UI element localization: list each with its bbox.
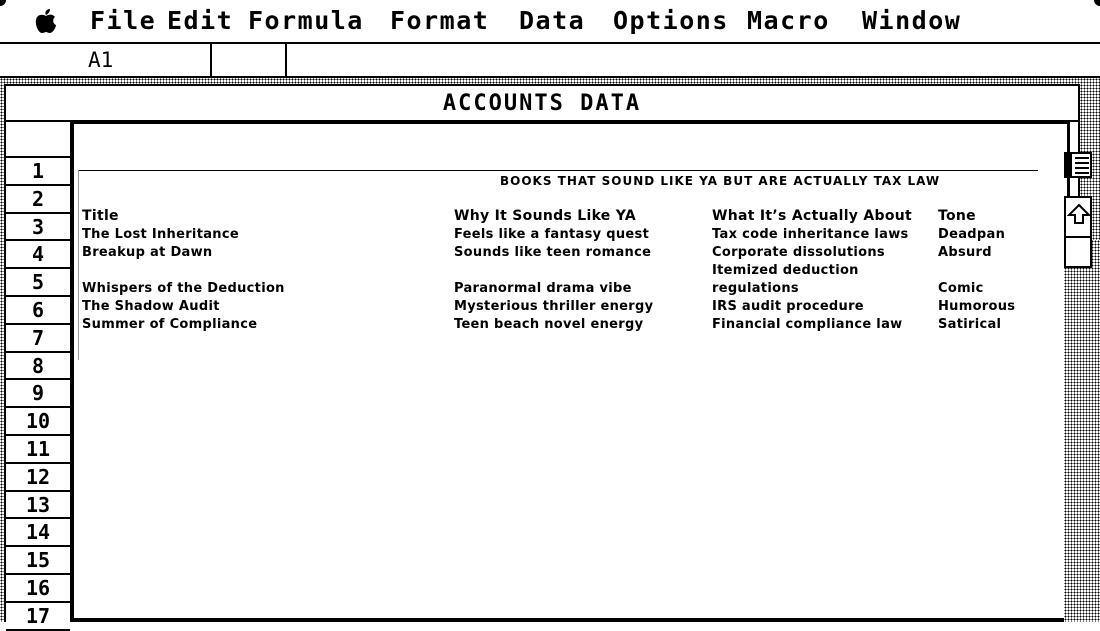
row-header-5[interactable]: 5 bbox=[6, 269, 70, 297]
menu-options[interactable]: Options bbox=[613, 6, 729, 35]
cell-reference-box[interactable]: A1 bbox=[88, 48, 114, 72]
cell-why[interactable]: Paranormal drama vibe bbox=[454, 281, 632, 296]
row-header-8[interactable]: 8 bbox=[6, 353, 70, 381]
spreadsheet-window bbox=[4, 84, 1080, 628]
row-header-7[interactable]: 7 bbox=[6, 325, 70, 353]
cell-title[interactable]: Breakup at Dawn bbox=[82, 245, 213, 260]
screen-corner bbox=[1094, 0, 1100, 6]
header-title[interactable]: Title bbox=[82, 208, 119, 224]
menu-formula[interactable]: Formula bbox=[248, 6, 364, 35]
cell-what[interactable]: IRS audit procedure bbox=[712, 299, 864, 314]
row-header-column bbox=[6, 122, 72, 628]
menu-file[interactable]: File bbox=[90, 6, 157, 35]
cell-title[interactable]: Summer of Compliance bbox=[82, 317, 258, 332]
row-header-17[interactable]: 17 bbox=[6, 603, 70, 631]
row-header-13[interactable]: 13 bbox=[6, 492, 70, 520]
cell-what[interactable]: Tax code inheritance laws bbox=[712, 227, 909, 242]
menu-bar bbox=[0, 0, 1100, 44]
cell-why[interactable]: Teen beach novel energy bbox=[454, 317, 644, 332]
vertical-scrollbar-track[interactable] bbox=[1064, 240, 1100, 622]
row-header-9[interactable]: 9 bbox=[6, 380, 70, 408]
row-header-12[interactable]: 12 bbox=[6, 464, 70, 492]
sheet-heading[interactable]: BOOKS THAT SOUND LIKE YA BUT ARE ACTUALLY TAX LAW bbox=[500, 174, 941, 188]
cell-what-line1[interactable]: Itemized deduction bbox=[712, 263, 859, 278]
menu-macro[interactable]: Macro bbox=[747, 6, 830, 35]
row-header-3[interactable]: 3 bbox=[6, 214, 70, 242]
cell-tone[interactable]: Satirical bbox=[938, 317, 1002, 332]
formula-bar-divider bbox=[210, 44, 212, 76]
formula-bar-divider bbox=[285, 44, 287, 76]
row-header-10[interactable]: 10 bbox=[6, 408, 70, 436]
select-all-corner[interactable] bbox=[6, 122, 70, 158]
row-header-15[interactable]: 15 bbox=[6, 547, 70, 575]
row-header-11[interactable]: 11 bbox=[6, 436, 70, 464]
cell-why[interactable]: Feels like a fantasy quest bbox=[454, 227, 650, 242]
row-header-4[interactable]: 4 bbox=[6, 241, 70, 269]
row-header-1[interactable]: 1 bbox=[6, 158, 70, 186]
scroll-thumb[interactable] bbox=[1064, 236, 1092, 268]
row-header-6[interactable]: 6 bbox=[6, 297, 70, 325]
menu-format[interactable]: Format bbox=[390, 6, 490, 35]
cell-tone[interactable]: Humorous bbox=[938, 299, 1016, 314]
formula-bar bbox=[0, 44, 1100, 78]
sheet-rule-line bbox=[78, 170, 1038, 171]
formula-input[interactable] bbox=[295, 48, 1075, 72]
cell-what[interactable]: Corporate dissolutions bbox=[712, 245, 885, 260]
cell-tone[interactable]: Absurd bbox=[938, 245, 992, 260]
cell-title[interactable]: The Shadow Audit bbox=[82, 299, 220, 314]
menu-edit[interactable]: Edit bbox=[167, 6, 234, 35]
window-title-bar[interactable] bbox=[6, 86, 1078, 122]
scroll-up-arrow-icon[interactable] bbox=[1064, 196, 1092, 240]
screen-corner bbox=[0, 0, 6, 6]
sheet-column-line bbox=[78, 170, 79, 360]
header-why[interactable]: Why It Sounds Like YA bbox=[454, 208, 637, 224]
menu-data[interactable]: Data bbox=[519, 6, 586, 35]
split-view-icon[interactable] bbox=[1064, 152, 1092, 178]
header-tone[interactable]: Tone bbox=[938, 208, 976, 224]
menu-window[interactable]: Window bbox=[862, 6, 962, 35]
cell-why[interactable]: Mysterious thriller energy bbox=[454, 299, 654, 314]
row-header-2[interactable]: 2 bbox=[6, 186, 70, 214]
cell-title[interactable]: The Lost Inheritance bbox=[82, 227, 239, 242]
sheet-grid[interactable] bbox=[72, 122, 1070, 620]
header-what[interactable]: What It’s Actually About bbox=[712, 208, 913, 224]
cell-what[interactable]: Financial compliance law bbox=[712, 317, 903, 332]
cell-tone[interactable]: Comic bbox=[938, 281, 984, 296]
cell-what[interactable]: regulations bbox=[712, 281, 799, 296]
row-header-14[interactable]: 14 bbox=[6, 519, 70, 547]
cell-tone[interactable]: Deadpan bbox=[938, 227, 1006, 242]
row-header-16[interactable]: 16 bbox=[6, 575, 70, 603]
apple-icon[interactable] bbox=[34, 8, 58, 34]
cell-title[interactable]: Whispers of the Deduction bbox=[82, 281, 285, 296]
cell-why[interactable]: Sounds like teen romance bbox=[454, 245, 652, 260]
window-title: ACCOUNTS DATA bbox=[442, 91, 642, 116]
